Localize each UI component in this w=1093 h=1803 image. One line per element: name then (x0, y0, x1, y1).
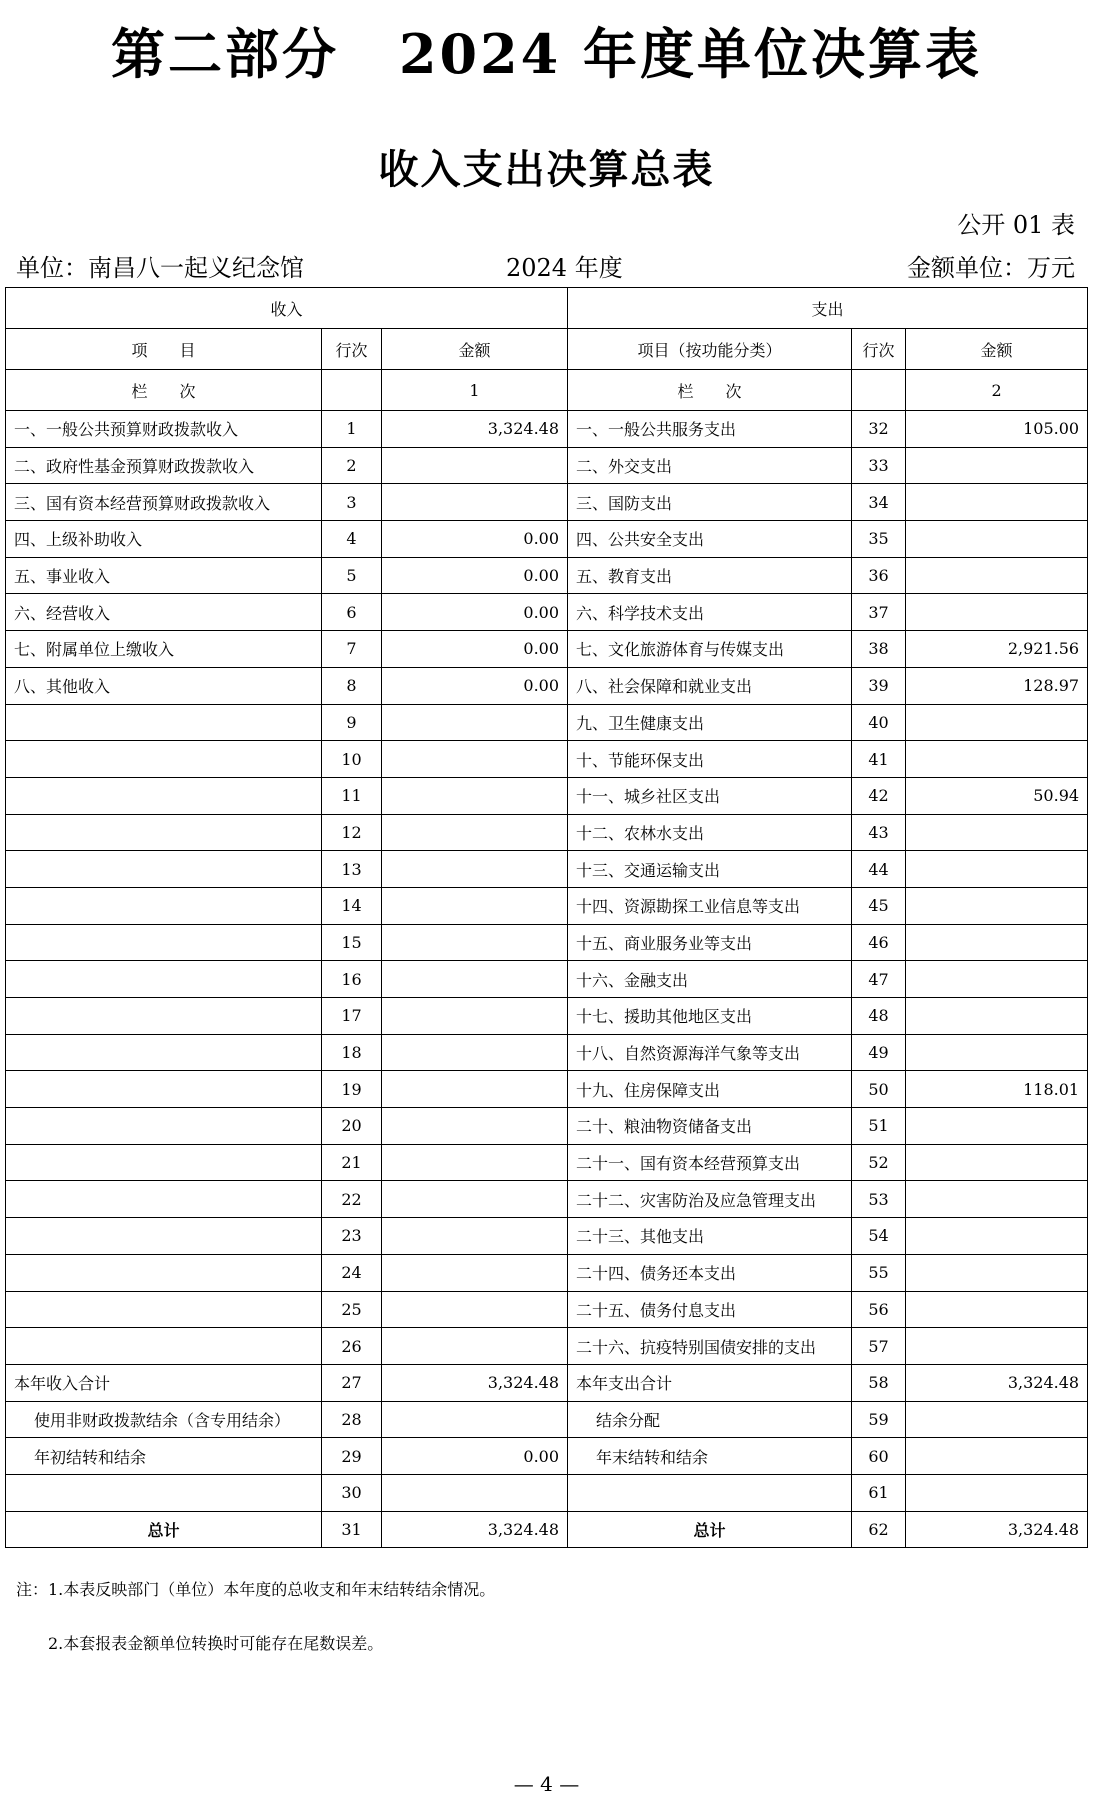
income-item (6, 887, 322, 924)
expense-item: 五、教育支出 (568, 557, 852, 594)
income-item (6, 777, 322, 814)
expense-row-no: 49 (852, 1034, 906, 1071)
expense-row-no: 55 (852, 1254, 906, 1291)
header-row-sections (6, 288, 1088, 329)
expense-row-no: 36 (852, 557, 906, 594)
table-row (6, 411, 1088, 448)
col-label: 栏 次 (6, 370, 322, 411)
expense-row-no: 50 (852, 1071, 906, 1108)
expense-item: 十二、农林水支出 (568, 814, 852, 851)
expense-amount (906, 484, 1088, 521)
expense-row-no: 56 (852, 1291, 906, 1328)
col-empty-2 (852, 370, 906, 411)
budget-summary-table (5, 287, 1088, 1548)
expense-item: 三、国防支出 (568, 484, 852, 521)
income-item (6, 814, 322, 851)
income-row-no: 2 (322, 447, 382, 484)
income-item (6, 1034, 322, 1071)
expense-amount (906, 961, 1088, 998)
form-number: 公开 01 表 (957, 211, 1075, 239)
expense-row-no: 40 (852, 704, 906, 741)
income-amount (382, 1181, 568, 1218)
income-amount (382, 704, 568, 741)
expense-amount: 3,324.48 (906, 1364, 1088, 1401)
meta-row (16, 248, 1075, 282)
income-row-no: 25 (322, 1291, 382, 1328)
income-row-no: 7 (322, 631, 382, 668)
expense-row-no: 38 (852, 631, 906, 668)
expense-amount (906, 594, 1088, 631)
income-item (6, 851, 322, 888)
expense-item: 九、卫生健康支出 (568, 704, 852, 741)
expense-amount (906, 1108, 1088, 1145)
income-row-no: 4 (322, 521, 382, 558)
header-expense: 支出 (568, 288, 1088, 329)
expense-amount (906, 924, 1088, 961)
expense-amount (906, 521, 1088, 558)
income-item: 二、政府性基金预算财政拨款收入 (6, 447, 322, 484)
table-row (6, 704, 1088, 741)
table-row (6, 1181, 1088, 1218)
income-item: 三、国有资本经营预算财政拨款收入 (6, 484, 322, 521)
expense-item: 二、外交支出 (568, 447, 852, 484)
expense-row-no: 48 (852, 998, 906, 1035)
expense-row-no: 41 (852, 741, 906, 778)
table-row (6, 814, 1088, 851)
income-row-no: 30 (322, 1474, 382, 1511)
expense-amount: 3,324.48 (906, 1511, 1088, 1548)
income-amount: 0.00 (382, 1438, 568, 1475)
header-row-col-index (6, 370, 1088, 411)
income-amount (382, 1254, 568, 1291)
income-amount: 3,324.48 (382, 1511, 568, 1548)
note-2: 2.本套报表金额单位转换时可能存在尾数误差。 (48, 1634, 384, 1653)
total-row (6, 1511, 1088, 1548)
table-row (6, 1071, 1088, 1108)
income-item: 五、事业收入 (6, 557, 322, 594)
income-item: 八、其他收入 (6, 667, 322, 704)
header-row-no: 行次 (322, 329, 382, 370)
table-row (6, 887, 1088, 924)
income-row-no: 24 (322, 1254, 382, 1291)
expense-row-no: 60 (852, 1438, 906, 1475)
expense-row-no: 34 (852, 484, 906, 521)
expense-item: 八、社会保障和就业支出 (568, 667, 852, 704)
income-amount (382, 998, 568, 1035)
income-row-no: 17 (322, 998, 382, 1035)
expense-item: 二十四、债务还本支出 (568, 1254, 852, 1291)
income-amount (382, 1474, 568, 1511)
income-item: 总计 (6, 1511, 322, 1548)
expense-row-no: 45 (852, 887, 906, 924)
expense-row-no: 54 (852, 1218, 906, 1255)
table-row (6, 1108, 1088, 1145)
col-index-1: 1 (382, 370, 568, 411)
expense-amount (906, 814, 1088, 851)
income-amount (382, 924, 568, 961)
table-row (6, 1254, 1088, 1291)
table-row (6, 1291, 1088, 1328)
income-item (6, 1328, 322, 1365)
expense-row-no: 35 (852, 521, 906, 558)
income-row-no: 6 (322, 594, 382, 631)
table-row (6, 924, 1088, 961)
expense-item: 十六、金融支出 (568, 961, 852, 998)
expense-item: 十七、援助其他地区支出 (568, 998, 852, 1035)
expense-amount (906, 704, 1088, 741)
year-label: 2024 年度 (506, 254, 623, 282)
expense-amount (906, 741, 1088, 778)
header-item: 项 目 (6, 329, 322, 370)
income-row-no: 13 (322, 851, 382, 888)
part-title (0, 12, 1093, 89)
expense-item: 结余分配 (568, 1401, 852, 1438)
header-item-func: 项目（按功能分类） (568, 329, 852, 370)
expense-amount: 118.01 (906, 1071, 1088, 1108)
table-row (6, 1218, 1088, 1255)
expense-amount (906, 1218, 1088, 1255)
income-amount (382, 777, 568, 814)
income-row-no: 29 (322, 1438, 382, 1475)
income-item (6, 1144, 322, 1181)
table-row (6, 741, 1088, 778)
income-amount: 0.00 (382, 521, 568, 558)
income-item (6, 1218, 322, 1255)
header-income: 收入 (6, 288, 568, 329)
income-row-no: 31 (322, 1511, 382, 1548)
table-row (6, 557, 1088, 594)
table-row (6, 851, 1088, 888)
income-row-no: 11 (322, 777, 382, 814)
table-title: 收入支出决算总表 (378, 146, 715, 193)
income-item (6, 1181, 322, 1218)
expense-item: 二十二、灾害防治及应急管理支出 (568, 1181, 852, 1218)
expense-item: 一、一般公共服务支出 (568, 411, 852, 448)
expense-item (568, 1474, 852, 1511)
notes (16, 1578, 495, 1656)
income-amount: 3,324.48 (382, 1364, 568, 1401)
income-amount: 0.00 (382, 667, 568, 704)
income-row-no: 16 (322, 961, 382, 998)
table-row (6, 1438, 1088, 1475)
col-empty (322, 370, 382, 411)
expense-item: 十九、住房保障支出 (568, 1071, 852, 1108)
expense-amount (906, 1401, 1088, 1438)
income-row-no: 12 (322, 814, 382, 851)
expense-item: 二十三、其他支出 (568, 1218, 852, 1255)
expense-row-no: 62 (852, 1511, 906, 1548)
income-amount (382, 961, 568, 998)
expense-item: 二十一、国有资本经营预算支出 (568, 1144, 852, 1181)
expense-row-no: 44 (852, 851, 906, 888)
income-amount (382, 1108, 568, 1145)
income-row-no: 19 (322, 1071, 382, 1108)
income-row-no: 20 (322, 1108, 382, 1145)
expense-item: 年末结转和结余 (568, 1438, 852, 1475)
expense-amount (906, 851, 1088, 888)
part-title-label: 第二部分 (110, 22, 339, 86)
table-row (6, 667, 1088, 704)
income-item: 六、经营收入 (6, 594, 322, 631)
income-amount (382, 447, 568, 484)
income-item (6, 998, 322, 1035)
income-item: 使用非财政拨款结余（含专用结余） (6, 1401, 322, 1438)
header-row-columns (6, 329, 1088, 370)
income-row-no: 21 (322, 1144, 382, 1181)
table-row (6, 1474, 1088, 1511)
expense-item: 十五、商业服务业等支出 (568, 924, 852, 961)
expense-row-no: 59 (852, 1401, 906, 1438)
table-row (6, 777, 1088, 814)
expense-amount (906, 1438, 1088, 1475)
income-item: 本年收入合计 (6, 1364, 322, 1401)
header-amount: 金额 (382, 329, 568, 370)
expense-item: 二十六、抗疫特别国债安排的支出 (568, 1328, 852, 1365)
expense-amount (906, 1254, 1088, 1291)
income-amount (382, 1291, 568, 1328)
income-item (6, 1108, 322, 1145)
income-amount (382, 1328, 568, 1365)
expense-item: 十、节能环保支出 (568, 741, 852, 778)
expense-item: 总计 (568, 1511, 852, 1548)
expense-row-no: 37 (852, 594, 906, 631)
expense-item: 二十五、债务付息支出 (568, 1291, 852, 1328)
income-row-no: 18 (322, 1034, 382, 1071)
table-row (6, 447, 1088, 484)
income-item (6, 961, 322, 998)
expense-amount (906, 557, 1088, 594)
expense-item: 四、公共安全支出 (568, 521, 852, 558)
income-row-no: 9 (322, 704, 382, 741)
income-row-no: 28 (322, 1401, 382, 1438)
expense-amount (906, 1474, 1088, 1511)
page-number: — 4 — (513, 1772, 580, 1796)
income-item: 四、上级补助收入 (6, 521, 322, 558)
income-row-no: 3 (322, 484, 382, 521)
income-amount (382, 484, 568, 521)
income-item: 一、一般公共预算财政拨款收入 (6, 411, 322, 448)
expense-row-no: 43 (852, 814, 906, 851)
income-item: 七、附属单位上缴收入 (6, 631, 322, 668)
amount-unit-label: 金额单位：万元 (907, 254, 1075, 282)
table-row (6, 961, 1088, 998)
income-row-no: 27 (322, 1364, 382, 1401)
expense-amount (906, 1328, 1088, 1365)
header-row-no-2: 行次 (852, 329, 906, 370)
income-row-no: 10 (322, 741, 382, 778)
expense-amount: 50.94 (906, 777, 1088, 814)
expense-item: 十八、自然资源海洋气象等支出 (568, 1034, 852, 1071)
income-row-no: 22 (322, 1181, 382, 1218)
income-row-no: 8 (322, 667, 382, 704)
income-amount: 0.00 (382, 557, 568, 594)
expense-row-no: 61 (852, 1474, 906, 1511)
part-title-main: 2024 年度单位决算表 (398, 22, 983, 86)
expense-item: 六、科学技术支出 (568, 594, 852, 631)
table-row (6, 1364, 1088, 1401)
expense-item: 二十、粮油物资储备支出 (568, 1108, 852, 1145)
expense-amount (906, 887, 1088, 924)
expense-amount: 105.00 (906, 411, 1088, 448)
income-amount (382, 1401, 568, 1438)
expense-row-no: 57 (852, 1328, 906, 1365)
income-item (6, 1291, 322, 1328)
expense-row-no: 52 (852, 1144, 906, 1181)
table-row (6, 521, 1088, 558)
income-amount: 0.00 (382, 594, 568, 631)
col-index-2: 2 (906, 370, 1088, 411)
expense-item: 十一、城乡社区支出 (568, 777, 852, 814)
income-amount (382, 741, 568, 778)
table-row (6, 1144, 1088, 1181)
expense-amount: 128.97 (906, 667, 1088, 704)
table-row (6, 998, 1088, 1035)
income-item (6, 1254, 322, 1291)
header-amount-2: 金额 (906, 329, 1088, 370)
table-row (6, 484, 1088, 521)
income-row-no: 14 (322, 887, 382, 924)
income-amount (382, 887, 568, 924)
income-amount: 3,324.48 (382, 411, 568, 448)
income-amount (382, 1034, 568, 1071)
income-item (6, 704, 322, 741)
note-1: 注：1.本表反映部门（单位）本年度的总收支和年末结转结余情况。 (16, 1580, 496, 1599)
income-item (6, 741, 322, 778)
expense-amount (906, 447, 1088, 484)
income-amount (382, 1144, 568, 1181)
expense-row-no: 58 (852, 1364, 906, 1401)
income-amount (382, 814, 568, 851)
expense-amount (906, 1034, 1088, 1071)
expense-row-no: 51 (852, 1108, 906, 1145)
expense-row-no: 33 (852, 447, 906, 484)
expense-amount (906, 998, 1088, 1035)
income-row-no: 23 (322, 1218, 382, 1255)
expense-amount (906, 1291, 1088, 1328)
income-row-no: 15 (322, 924, 382, 961)
table-row (6, 594, 1088, 631)
expense-row-no: 32 (852, 411, 906, 448)
income-amount (382, 1071, 568, 1108)
table-row (6, 1401, 1088, 1438)
expense-row-no: 47 (852, 961, 906, 998)
income-amount (382, 1218, 568, 1255)
income-row-no: 26 (322, 1328, 382, 1365)
table-row (6, 1328, 1088, 1365)
unit-label: 单位：南昌八一起义纪念馆 (16, 254, 304, 282)
expense-row-no: 39 (852, 667, 906, 704)
income-amount: 0.00 (382, 631, 568, 668)
income-amount (382, 851, 568, 888)
expense-amount (906, 1181, 1088, 1218)
expense-amount: 2,921.56 (906, 631, 1088, 668)
expense-item: 本年支出合计 (568, 1364, 852, 1401)
income-row-no: 5 (322, 557, 382, 594)
expense-row-no: 42 (852, 777, 906, 814)
col-label-2: 栏 次 (568, 370, 852, 411)
table-row (6, 631, 1088, 668)
income-item (6, 924, 322, 961)
income-item (6, 1474, 322, 1511)
income-item: 年初结转和结余 (6, 1438, 322, 1475)
expense-row-no: 46 (852, 924, 906, 961)
expense-item: 十四、资源勘探工业信息等支出 (568, 887, 852, 924)
table-row (6, 1034, 1088, 1071)
expense-amount (906, 1144, 1088, 1181)
income-item (6, 1071, 322, 1108)
expense-item: 十三、交通运输支出 (568, 851, 852, 888)
expense-item: 七、文化旅游体育与传媒支出 (568, 631, 852, 668)
expense-row-no: 53 (852, 1181, 906, 1218)
income-row-no: 1 (322, 411, 382, 448)
